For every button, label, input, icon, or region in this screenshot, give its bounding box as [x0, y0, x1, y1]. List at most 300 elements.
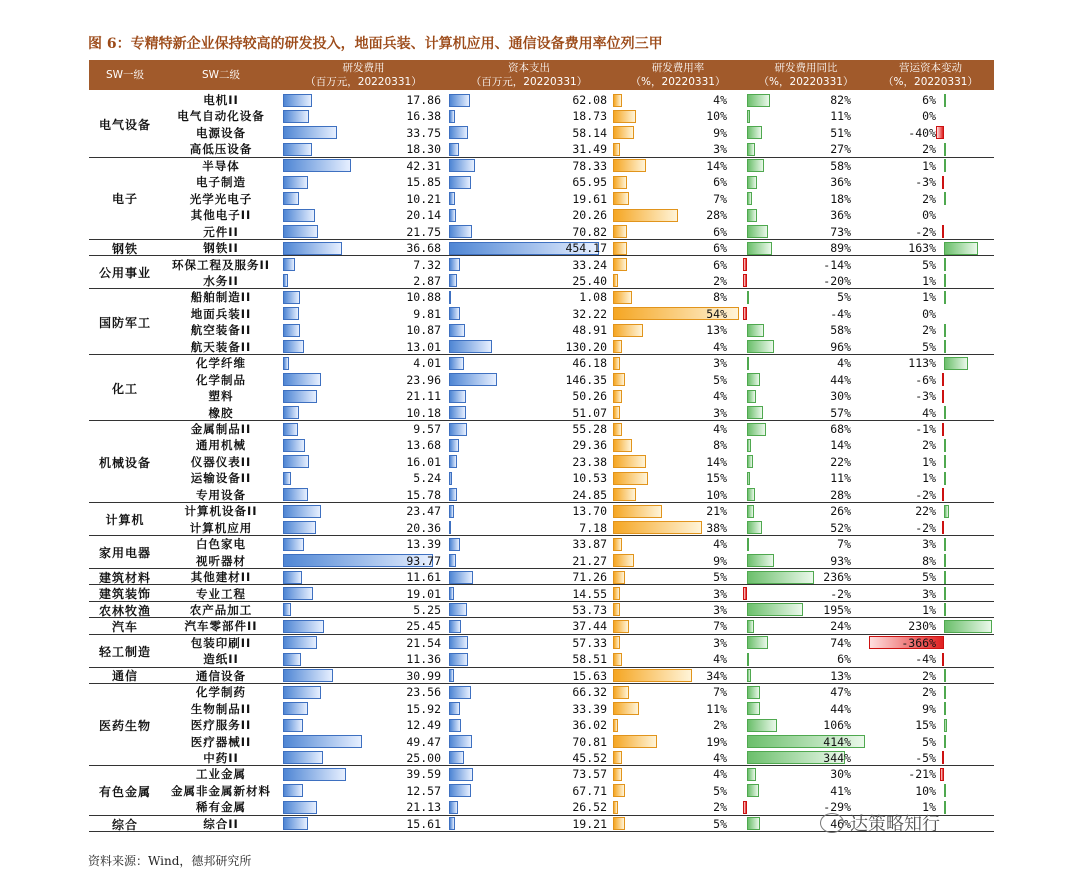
yoy-value: 96% — [830, 339, 851, 354]
rd-value: 21.75 — [406, 224, 441, 239]
capex-value: 65.95 — [572, 175, 607, 190]
sw2-name: 电源设备 — [196, 125, 246, 140]
rd-bar — [283, 274, 288, 287]
rate-bar — [613, 143, 620, 156]
yoy-bar — [747, 505, 754, 518]
rd-value: 42.31 — [406, 158, 441, 173]
capex-value: 58.14 — [572, 125, 607, 140]
rd-value: 21.13 — [406, 800, 441, 815]
capex-value: 13.70 — [572, 504, 607, 519]
sw2-name: 计算机设备II — [184, 504, 258, 519]
rate-bar — [613, 176, 627, 189]
table-row — [89, 273, 994, 289]
rate-value: 6% — [713, 257, 727, 272]
group — [89, 766, 994, 815]
header-rd-expense: 研发费用 （百万元，20220331） — [305, 62, 422, 88]
sw2-name: 包装印刷II — [190, 635, 252, 650]
yoy-bar — [743, 801, 747, 814]
rate-bar — [613, 357, 620, 370]
capex-bar — [449, 357, 464, 370]
capex-value: 51.07 — [572, 405, 607, 420]
rd-value: 13.68 — [406, 438, 441, 453]
group-name: 汽车 — [111, 620, 138, 635]
header-rd-yoy: 研发费用同比 （%，20220331） — [758, 62, 854, 88]
capex-value: 24.85 — [572, 487, 607, 502]
rd-bar — [283, 472, 291, 485]
table-row — [89, 174, 994, 190]
rd-value: 9.57 — [413, 422, 441, 436]
wc-bar — [942, 390, 944, 403]
rd-bar — [283, 258, 295, 271]
yoy-bar — [747, 455, 753, 468]
capex-value: 10.53 — [572, 471, 607, 486]
table-row — [89, 92, 994, 108]
table-row — [89, 322, 994, 338]
yoy-value: 11% — [830, 109, 851, 124]
wc-bar — [944, 801, 946, 814]
capex-bar — [449, 455, 457, 468]
yoy-bar — [743, 258, 747, 271]
yoy-bar — [747, 324, 764, 337]
header-capex: 资本支出 （百万元，20220331） — [470, 62, 588, 88]
capex-bar — [449, 784, 471, 797]
yoy-value: 44% — [830, 701, 851, 716]
rate-value: 5% — [713, 783, 727, 798]
wc-value: -2% — [915, 224, 936, 239]
group — [89, 668, 994, 684]
capex-bar — [449, 439, 459, 452]
wc-value: 163% — [908, 241, 936, 256]
capex-bar — [449, 669, 454, 682]
rd-bar — [283, 801, 317, 814]
capex-bar — [449, 472, 452, 485]
rd-value: 21.11 — [406, 389, 441, 404]
wc-value: 3% — [922, 586, 936, 601]
yoy-bar — [747, 603, 803, 616]
sw2-name: 化学纤维 — [196, 356, 246, 371]
header-sw2: SW二级 — [201, 69, 241, 81]
rd-value: 13.39 — [406, 537, 441, 552]
rate-bar — [613, 521, 702, 534]
yoy-bar — [747, 571, 814, 584]
capex-value: 7.18 — [579, 520, 607, 535]
rd-bar — [283, 719, 303, 732]
yoy-bar — [747, 159, 764, 172]
group-name: 建筑材料 — [98, 570, 151, 585]
sw2-name: 元件II — [203, 224, 239, 239]
rd-bar — [283, 291, 300, 304]
sw2-name: 水务II — [203, 273, 239, 288]
table-row — [89, 191, 994, 207]
capex-bar — [449, 719, 461, 732]
rd-bar — [283, 784, 303, 797]
sw2-name: 电机II — [203, 93, 239, 107]
capex-value: 20.26 — [572, 208, 607, 223]
yoy-value: 4% — [837, 356, 851, 371]
wc-value: 0% — [922, 208, 936, 223]
capex-value: 50.26 — [572, 389, 607, 404]
rate-bar — [613, 538, 622, 551]
wc-bar — [942, 176, 944, 189]
rate-value: 6% — [713, 175, 727, 190]
capex-value: 45.52 — [572, 750, 607, 765]
yoy-bar — [743, 587, 747, 600]
rd-bar — [283, 143, 312, 156]
rd-value: 5.25 — [413, 602, 441, 617]
rate-value: 4% — [713, 767, 727, 782]
capex-bar — [449, 554, 456, 567]
rd-bar — [283, 126, 337, 139]
capex-value: 130.20 — [565, 339, 607, 354]
rate-value: 4% — [713, 422, 727, 436]
sw2-name: 电子制造 — [196, 175, 246, 190]
rate-value: 34% — [706, 668, 727, 683]
rd-value: 7.32 — [413, 257, 441, 272]
wc-bar — [944, 324, 946, 337]
rd-bar — [283, 406, 299, 419]
rate-value: 54% — [706, 306, 727, 321]
wc-value: 230% — [908, 619, 936, 634]
wc-bar — [944, 357, 968, 370]
rd-value: 25.00 — [406, 750, 441, 765]
capex-bar — [449, 653, 468, 666]
wc-value: 4% — [922, 405, 936, 420]
rate-value: 10% — [706, 487, 727, 502]
capex-bar — [449, 192, 455, 205]
rd-bar — [283, 587, 313, 600]
rd-value: 49.47 — [406, 734, 441, 749]
wc-value: -21% — [908, 767, 936, 782]
rd-value: 25.45 — [406, 619, 441, 634]
rd-bar — [283, 357, 289, 370]
yoy-bar — [747, 209, 757, 222]
capex-bar — [449, 340, 492, 353]
wc-value: 8% — [922, 553, 936, 568]
yoy-bar — [747, 439, 751, 452]
table-row — [89, 289, 994, 305]
rd-value: 5.24 — [413, 471, 441, 486]
sw2-name: 运输设备II — [190, 471, 252, 486]
wc-bar — [942, 488, 944, 501]
yoy-value: 7% — [837, 537, 851, 552]
capex-value: 55.28 — [572, 422, 607, 436]
rd-bar — [283, 735, 362, 748]
rate-bar — [613, 554, 634, 567]
rate-bar — [613, 94, 622, 107]
capex-value: 454.17 — [565, 241, 607, 256]
source-note: 资料来源：Wind，德邦研究所 — [88, 854, 252, 868]
sw2-name: 光学光电子 — [189, 191, 253, 206]
rate-value: 6% — [713, 241, 727, 256]
rate-value: 3% — [713, 586, 727, 601]
table-row — [89, 470, 994, 486]
sw2-name: 电气自动化设备 — [177, 109, 265, 124]
rate-bar — [613, 784, 625, 797]
rd-bar — [283, 653, 301, 666]
table-row — [89, 783, 994, 799]
wc-bar — [940, 768, 944, 781]
capex-bar — [449, 209, 456, 222]
sw2-name: 环保工程及服务II — [171, 257, 271, 272]
yoy-value: 51% — [830, 125, 851, 140]
group-name: 通信 — [111, 669, 138, 684]
rd-value: 20.14 — [406, 208, 441, 223]
capex-bar — [449, 176, 471, 189]
wc-bar — [944, 472, 946, 485]
yoy-value: 30% — [830, 767, 851, 782]
wc-value: 1% — [922, 800, 936, 815]
rd-value: 10.21 — [406, 191, 441, 206]
rate-value: 2% — [713, 718, 727, 733]
wc-value: 22% — [915, 504, 936, 519]
sw2-name: 专用设备 — [196, 487, 246, 502]
capex-value: 58.51 — [572, 652, 607, 667]
group — [89, 158, 994, 240]
yoy-bar — [747, 373, 760, 386]
group-name: 计算机 — [105, 513, 145, 528]
table-row — [89, 108, 994, 124]
rd-bar — [283, 538, 304, 551]
rd-value: 10.88 — [406, 290, 441, 305]
rate-bar — [613, 505, 662, 518]
capex-bar — [449, 636, 468, 649]
wc-bar — [944, 686, 946, 699]
rate-value: 7% — [713, 191, 727, 206]
sw2-name: 半导体 — [202, 158, 240, 173]
capex-value: 53.73 — [572, 602, 607, 617]
wc-value: 5% — [922, 257, 936, 272]
rate-bar — [613, 702, 639, 715]
rate-value: 8% — [713, 290, 727, 305]
table-row — [89, 635, 994, 651]
yoy-bar — [747, 702, 760, 715]
capex-bar — [449, 143, 459, 156]
capex-bar — [449, 110, 455, 123]
rate-bar — [613, 406, 620, 419]
wc-bar — [942, 521, 944, 534]
rate-value: 3% — [713, 405, 727, 420]
yoy-bar — [747, 620, 754, 633]
wc-value: -2% — [915, 487, 936, 502]
yoy-bar — [747, 521, 762, 534]
wc-value: -2% — [915, 520, 936, 535]
table-row — [89, 388, 994, 404]
rate-bar — [613, 735, 657, 748]
yoy-bar — [747, 242, 772, 255]
group-name: 轻工制造 — [98, 644, 151, 659]
wc-value: -366% — [901, 635, 936, 650]
capex-bar — [449, 801, 458, 814]
rate-value: 4% — [713, 389, 727, 404]
rd-value: 23.96 — [406, 372, 441, 387]
rate-value: 2% — [713, 273, 727, 288]
group — [89, 618, 994, 634]
wc-value: 2% — [922, 142, 936, 157]
watermark — [820, 810, 940, 836]
table-row — [89, 240, 994, 256]
rd-bar — [283, 669, 333, 682]
capex-value: 67.71 — [572, 783, 607, 798]
rate-value: 3% — [713, 142, 727, 157]
capex-value: 78.33 — [572, 158, 607, 173]
sw2-name: 高低压设备 — [189, 142, 253, 157]
capex-bar — [449, 126, 468, 139]
sw2-name: 工业金属 — [196, 767, 246, 782]
rate-value: 3% — [713, 356, 727, 371]
wc-bar — [944, 340, 946, 353]
rd-bar — [283, 488, 308, 501]
rate-bar — [613, 587, 620, 600]
yoy-bar — [747, 192, 752, 205]
wc-value: -1% — [915, 422, 936, 436]
yoy-bar — [743, 307, 747, 320]
wc-value: 1% — [922, 602, 936, 617]
rate-value: 38% — [706, 520, 727, 535]
yoy-value: 24% — [830, 619, 851, 634]
wc-value: 1% — [922, 158, 936, 173]
rd-bar — [283, 242, 342, 255]
rd-value: 10.87 — [406, 323, 441, 338]
rd-value: 16.01 — [406, 454, 441, 469]
wechat-icon — [820, 813, 844, 833]
sw2-name: 医疗服务II — [190, 718, 252, 733]
yoy-bar — [747, 554, 774, 567]
sw2-name: 化学制药 — [196, 685, 246, 700]
wc-value: 0% — [922, 306, 936, 321]
rate-value: 4% — [713, 339, 727, 354]
sw2-name: 生物制品II — [190, 701, 252, 716]
capex-value: 48.91 — [572, 323, 607, 338]
capex-value: 46.18 — [572, 356, 607, 371]
table-row — [89, 487, 994, 503]
capex-value: 26.52 — [572, 800, 607, 815]
rd-value: 18.30 — [406, 142, 441, 157]
rd-value: 10.18 — [406, 405, 441, 420]
rate-value: 4% — [713, 750, 727, 765]
table-row — [89, 355, 994, 371]
rate-bar — [613, 324, 643, 337]
rd-value: 11.36 — [406, 652, 441, 667]
wc-value: 15% — [915, 718, 936, 733]
rd-bar — [283, 702, 308, 715]
rd-value: 93.77 — [406, 553, 441, 568]
yoy-value: 28% — [830, 487, 851, 502]
wc-value: -40% — [908, 125, 936, 140]
rd-value: 39.59 — [406, 767, 441, 782]
rate-bar — [613, 636, 620, 649]
wc-bar — [936, 126, 944, 139]
rate-bar — [613, 225, 627, 238]
capex-bar — [449, 538, 460, 551]
wc-bar — [944, 603, 946, 616]
rate-bar — [613, 192, 629, 205]
sw2-name: 白色家电 — [196, 537, 246, 552]
rd-bar — [283, 423, 298, 436]
sw2-name: 视听器材 — [196, 553, 246, 568]
rate-bar — [613, 291, 632, 304]
yoy-bar — [747, 636, 768, 649]
yoy-bar — [747, 406, 763, 419]
group — [89, 257, 994, 290]
wc-value: 1% — [922, 290, 936, 305]
rd-bar — [283, 225, 318, 238]
rate-bar — [613, 258, 627, 271]
rd-value: 30.99 — [406, 668, 441, 683]
group — [89, 586, 994, 602]
header-sw1: SW一级 — [105, 69, 145, 81]
yoy-value: -29% — [823, 800, 851, 815]
yoy-value: 58% — [830, 158, 851, 173]
rd-bar — [283, 176, 308, 189]
table-row — [89, 684, 994, 700]
yoy-value: 41% — [830, 783, 851, 798]
rate-value: 6% — [713, 224, 727, 239]
capex-value: 29.36 — [572, 438, 607, 453]
table-row — [89, 503, 994, 519]
sw2-name: 专业工程 — [196, 586, 246, 601]
table-row — [89, 306, 994, 322]
rd-bar — [283, 373, 321, 386]
rate-value: 11% — [706, 701, 727, 716]
yoy-value: 195% — [823, 602, 851, 617]
wc-bar — [944, 702, 946, 715]
yoy-bar — [747, 488, 755, 501]
wc-bar — [944, 554, 946, 567]
capex-bar — [449, 735, 472, 748]
capex-bar — [449, 686, 471, 699]
rate-value: 4% — [713, 537, 727, 552]
table-row — [89, 586, 994, 602]
sw2-name: 航天装备II — [190, 339, 252, 354]
rate-bar — [613, 488, 636, 501]
wc-bar — [942, 225, 944, 238]
yoy-value: 93% — [830, 553, 851, 568]
wc-bar — [944, 242, 978, 255]
yoy-value: 22% — [830, 454, 851, 469]
sw2-name: 船舶制造II — [190, 290, 252, 305]
table-row — [89, 602, 994, 618]
rate-value: 9% — [713, 125, 727, 140]
yoy-value: 27% — [830, 142, 851, 157]
wc-value: 10% — [915, 783, 936, 798]
table-row — [89, 766, 994, 782]
group — [89, 421, 994, 503]
capex-bar — [449, 488, 457, 501]
rate-value: 5% — [713, 816, 727, 831]
rate-bar — [613, 110, 636, 123]
capex-value: 70.82 — [572, 224, 607, 239]
group-name: 医药生物 — [98, 718, 151, 733]
table-row — [89, 717, 994, 733]
group-name: 公用事业 — [98, 266, 151, 281]
sw2-name: 稀有金属 — [196, 800, 246, 815]
sw2-name: 中药II — [203, 750, 239, 765]
table-row — [89, 668, 994, 684]
yoy-bar — [743, 274, 747, 287]
group — [89, 536, 994, 569]
yoy-value: 74% — [830, 635, 851, 650]
sw2-name: 汽车零部件II — [184, 619, 258, 634]
yoy-value: -2% — [830, 586, 851, 601]
table-row — [89, 454, 994, 470]
wc-value: -3% — [915, 389, 936, 404]
capex-bar — [449, 94, 470, 107]
capex-bar — [449, 307, 460, 320]
table-row — [89, 651, 994, 667]
sw2-name: 橡胶 — [208, 405, 234, 420]
yoy-value: 73% — [830, 224, 851, 239]
wc-value: 5% — [922, 339, 936, 354]
